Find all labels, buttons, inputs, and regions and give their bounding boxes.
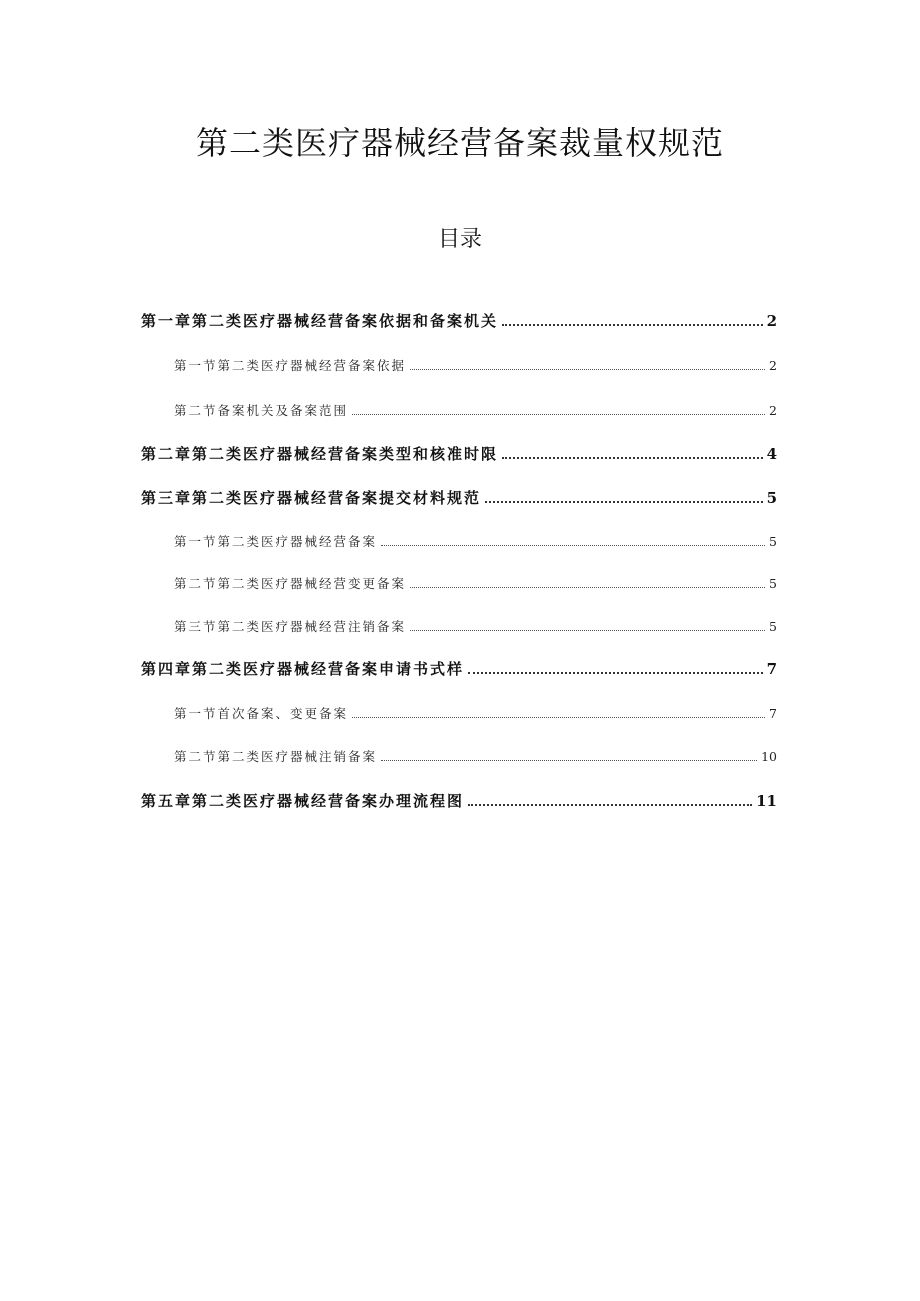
toc-entry-section-4-2[interactable] [174, 747, 777, 765]
toc-entry-page: 4 [766, 445, 777, 463]
document-title: 第二类医疗器械经营备案裁量权规范 [195, 124, 724, 162]
toc-entry-chapter-1[interactable] [141, 310, 777, 331]
toc-entry-page: 5 [769, 619, 777, 634]
toc-entry-page: 5 [769, 534, 777, 549]
dot-leader [381, 544, 765, 546]
toc-heading: 目录 [437, 227, 482, 252]
toc-entry-title: 第二节第二类医疗器械经营变更备案 [174, 576, 407, 591]
toc-entry-title: 第五章第二类医疗器械经营备案办理流程图 [141, 792, 465, 810]
toc-entry-chapter-2[interactable] [141, 443, 777, 464]
toc-entry-title: 第二节第二类医疗器械注销备案 [174, 749, 378, 764]
dot-leader [485, 500, 763, 503]
toc-entry-title: 第一章第二类医疗器械经营备案依据和备案机关 [141, 312, 499, 330]
dot-leader [352, 716, 765, 718]
dot-leader [352, 413, 765, 415]
toc-entry-title: 第一节首次备案、变更备案 [174, 706, 349, 721]
toc-entry-section-4-1[interactable] [174, 704, 777, 722]
toc-entry-title: 第三节第二类医疗器械经营注销备案 [174, 619, 407, 634]
toc-entry-page: 5 [769, 576, 777, 591]
toc-entry-chapter-4[interactable] [141, 658, 777, 679]
toc-entry-page: 2 [769, 358, 777, 373]
toc-entry-title: 第一节第二类医疗器械经营备案 [174, 534, 378, 549]
toc-entry-page: 7 [766, 660, 777, 678]
toc-entry-title: 第一节第二类医疗器械经营备案依据 [174, 358, 407, 373]
toc-entry-section-3-1[interactable] [174, 532, 777, 550]
toc-entry-title: 第三章第二类医疗器械经营备案提交材料规范 [141, 489, 482, 507]
toc-entry-title: 第二章第二类医疗器械经营备案类型和核准时限 [141, 445, 499, 463]
dot-leader [468, 803, 752, 806]
toc-entry-title: 第四章第二类医疗器械经营备案申请书式样 [141, 660, 465, 678]
toc-entry-chapter-5[interactable] [141, 790, 777, 811]
toc-entry-title: 第二节备案机关及备案范围 [174, 403, 349, 418]
toc-entry-page: 2 [766, 312, 777, 330]
toc-entry-section-3-3[interactable] [174, 617, 777, 635]
toc-entry-section-3-2[interactable] [174, 574, 777, 592]
dot-leader [410, 368, 765, 370]
toc-entry-page: 10 [761, 749, 777, 764]
toc-entry-page: 5 [766, 489, 777, 507]
toc-entry-page: 2 [769, 403, 777, 418]
toc-entry-page: 7 [769, 706, 777, 721]
dot-leader [381, 759, 757, 761]
dot-leader [410, 586, 765, 588]
dot-leader [502, 323, 763, 326]
toc-entry-chapter-3[interactable] [141, 487, 777, 508]
toc-entry-section-1-2[interactable] [174, 401, 777, 419]
toc-entry-section-1-1[interactable] [174, 356, 777, 374]
dot-leader [468, 671, 763, 674]
dot-leader [410, 629, 765, 631]
dot-leader [502, 456, 763, 459]
toc-entry-page: 11 [756, 792, 777, 810]
